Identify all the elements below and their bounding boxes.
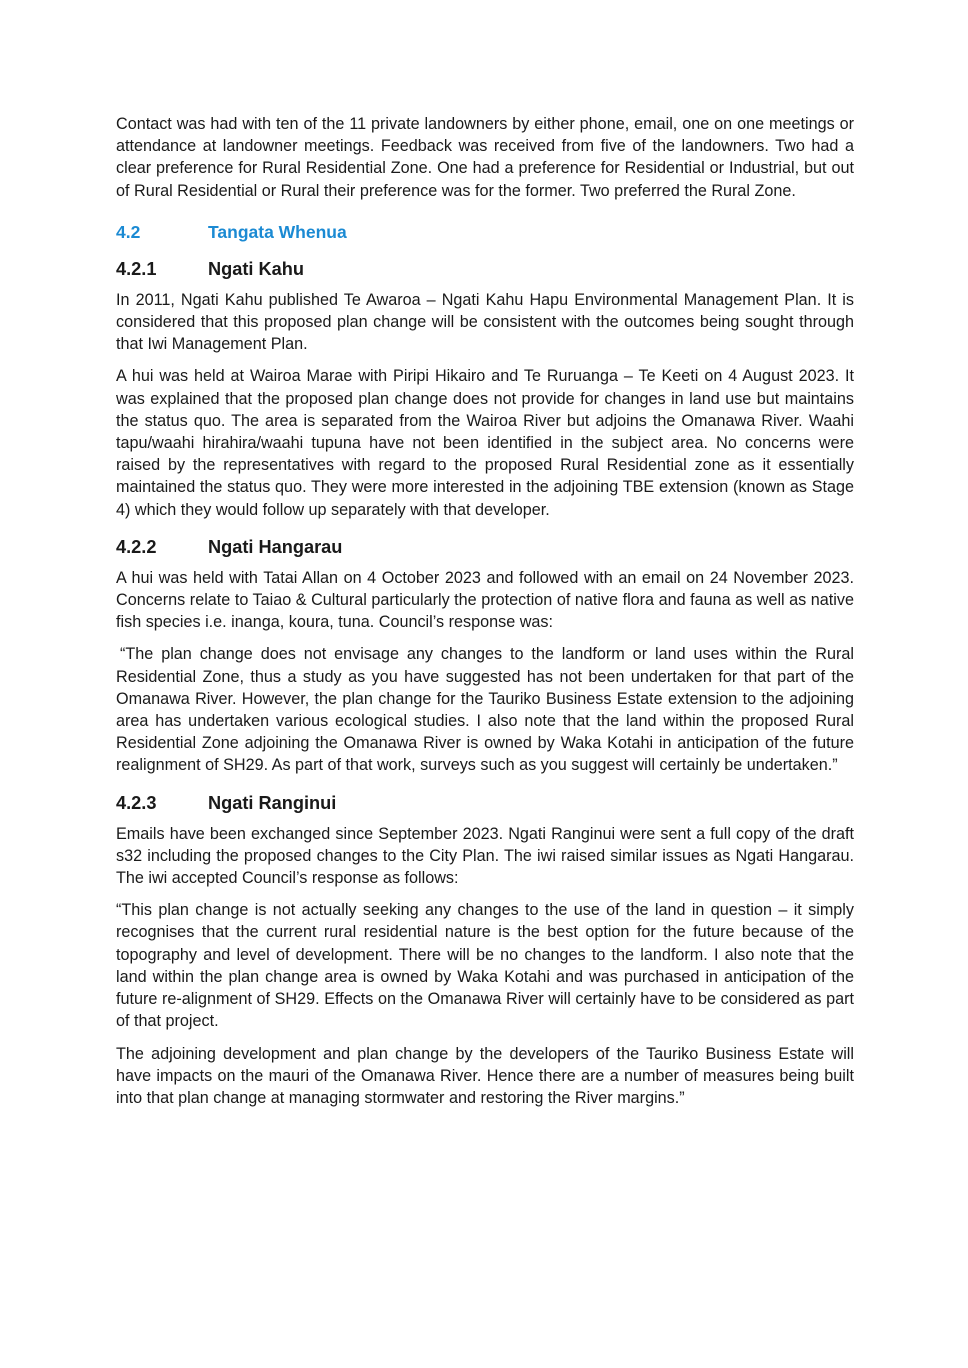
ngati-ranginui-paragraph: Emails have been exchanged since September 2023. Ngati Ranginui were sent a full copy of the draft s32 including the proposed changes to the City Plan. The iwi raised similar issues as Ngati Hangarau. The iwi accepted Council’s response as follows: (116, 824, 854, 888)
subsection-number: 4.2.3 (116, 792, 157, 813)
council-response-quote: “The plan change does not envisage any changes to the landform or land uses within the Rural Residential Zone, thus a study as you have suggested has not been undertaken for that part of the Omanawa River. However, the plan change for the Tauriko Business Estate extension to the adjoining area has undertaken various ecological studies. I also note that the land within the proposed Rural Residential Zone adjoining the Omanawa River is owned by Waka Kotahi in anticipation of the future realignment of SH29. As part of that work, surveys such as you suggest will certainly be undertaken.” (116, 645, 854, 775)
ngati-hangarau-paragraph: A hui was held with Tatai Allan on 4 October 2023 and followed with an email on 24 November 2023. Concerns relate to Taiao & Cultural particularly the protection of native flora and fauna as well as native fish species i.e. inanga, koura, tuna. Council’s response was: (116, 568, 854, 632)
subsection-heading-4-2-2 (116, 537, 854, 558)
section-number: 4.2 (116, 221, 141, 242)
ngati-kahu-paragraph-2: A hui was held at Wairoa Marae with Piripi Hikairo and Te Ruruanga – Te Keeti on 4 August 2023. It was explained that the proposed plan change does not provide for changes in land use but maintains the status quo. The area is separated from the Wairoa River but adjoins the Omanawa River. Waahi tapu/waahi hirahira/waahi tupuna have not been identified in the subject area. No concerns were raised by the representatives with regard to the proposed Rural Residential zone as it essentially maintained the status quo. They were more interested in the adjoining TBE extension (known as Stage 4) which they would follow up separately with that developer. (116, 367, 854, 519)
section-title: Tangata Whenua (208, 221, 347, 242)
subsection-number: 4.2.2 (116, 536, 157, 557)
council-response-quote-part-1: “This plan change is not actually seeking any changes to the use of the land in question – it simply recognises that the current rural residential nature is the best option for the future because of the topography and level of development. There will be no changes to the landform. I also note that the land within the plan change area is owned by Waka Kotahi and was purchased in anticipation of the future re-alignment of SH29. Effects on the Omanawa River will certainly have to be considered as part of that project. (116, 901, 854, 1031)
ngati-kahu-paragraph-1: In 2011, Ngati Kahu published Te Awaroa – Ngati Kahu Hapu Environmental Management Plan. It is considered that this proposed plan change will be consistent with the outcomes being sought through that Iwi Management Plan. (116, 290, 854, 354)
landowner-contact-paragraph: Contact was had with ten of the 11 private landowners by either phone, email, one on one meetings or attendance at landowner meetings. Feedback was received from five of the landowners. Two had a clear preference for Rural Residential Zone. One had a preference for Residential or Industrial, but out of Rural Residential or Rural their preference was for the former. Two preferred the Rural Zone. (116, 115, 854, 200)
subsection-heading-4-2-3 (116, 793, 854, 814)
subsection-number: 4.2.1 (116, 258, 157, 279)
council-response-quote-part-2: The adjoining development and plan change by the developers of the Tauriko Business Estate will have impacts on the mauri of the Omanawa River. Hence there are a number of measures being built into that plan change at managing stormwater and restoring the River margins.” (116, 1044, 854, 1107)
subsection-title: Ngati Ranginui (208, 792, 337, 813)
document-page (116, 113, 854, 1119)
subsection-title: Ngati Hangarau (208, 536, 343, 557)
subsection-heading-4-2-1 (116, 259, 854, 280)
subsection-title: Ngati Kahu (208, 258, 304, 279)
section-heading-4-2 (116, 222, 854, 243)
